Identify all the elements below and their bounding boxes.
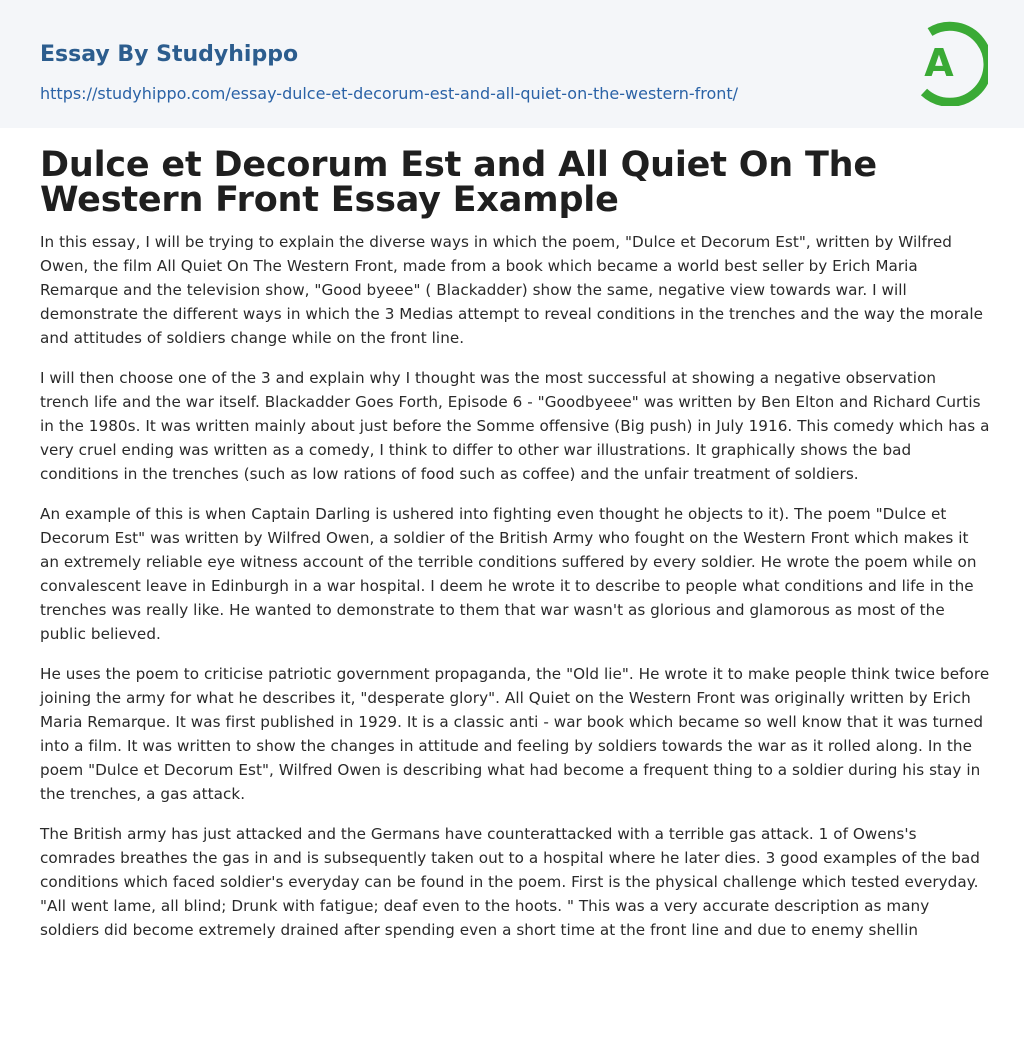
article bbox=[40, 145, 990, 958]
brand-title[interactable]: Essay By Studyhippo bbox=[40, 42, 299, 67]
paragraph-5: The British army has just attacked and the Germans have counterattacked with a terrible gas attack. 1 of Owens's comrades breathes the gas in and is subsequently taken out to a hospital where he later dies. 3 good examples of the bad conditions which faced soldier's everyday can be found in the poem. First is the physical challenge which tested everyday. "All went lame, all blind; Drunk with fatigue; deaf even to the hoots. " This was a very accurate description as many soldiers did become extremely drained after spending even a short time at the front line and due to enemy shellin bbox=[40, 825, 980, 939]
studyhippo-logo-icon[interactable] bbox=[910, 18, 988, 106]
paragraph-4: He uses the poem to criticise patriotic government propaganda, the "Old lie". He wrote it to make people think twice before joining the army for what he describes it, "desperate glory". All Quiet on the Western Front was originally written by Erich Maria Remarque. It was first published in 1929. It is a classic anti - war book which became so well know that it was turned into a film. It was written to show the changes in attitude and feeling by soldiers towards the war as it rolled along. In the poem "Dulce et Decorum Est", Wilfred Owen is describing what had become a frequent thing to a soldier during his stay in the trenches, a gas attack. bbox=[40, 665, 990, 803]
page-title: Dulce et Decorum Est and All Quiet On The Western Front Essay Example bbox=[40, 145, 877, 220]
paragraph-2: I will then choose one of the 3 and explain why I thought was the most successful at showing a negative observation trench life and the war itself. Blackadder Goes Forth, Episode 6 - "Goodbyeee" was written by Ben Elton and Richard Curtis in the 1980s. It was written mainly about just before the Somme offensive (Big push) in July 1916. This comedy which has a very cruel ending was written as a comedy, I think to differ to other war illustrations. It graphically shows the bad conditions in the trenches (such as low rations of food such as coffee) and the unfair treatment of soldiers. bbox=[40, 369, 990, 483]
paragraph-3: An example of this is when Captain Darling is ushered into fighting even thought he objects to it). The poem "Dulce et Decorum Est" was written by Wilfred Owen, a soldier of the British Army who fought on the Western Front which makes it an extremely reliable eye witness account of the terrible conditions suffered by every soldier. He wrote the poem while on convalescent leave in Edinburgh in a war hospital. I deem he wrote it to describe to people what conditions and life in the trenches was really like. He wanted to demonstrate to them that war wasn't as glorious and glamorous as most of the public believed. bbox=[40, 505, 977, 643]
logo-letter: A bbox=[924, 41, 954, 85]
paragraph-1: In this essay, I will be trying to explain the diverse ways in which the poem, "Dulce et Decorum Est", written by Wilfred Owen, the film All Quiet On The Western Front, made from a book which became a world best seller by Erich Maria Remarque and the television show, "Good byeee" ( Blackadder) show the same, negative view towards war. I will demonstrate the different ways in which the 3 Medias attempt to reveal conditions in the trenches and the way the morale and attitudes of soldiers change while on the front line. bbox=[40, 233, 984, 347]
site-header bbox=[0, 0, 1024, 128]
source-url-link[interactable]: https://studyhippo.com/essay-dulce-et-decorum-est-and-all-quiet-on-the-western-front/ bbox=[40, 84, 739, 103]
